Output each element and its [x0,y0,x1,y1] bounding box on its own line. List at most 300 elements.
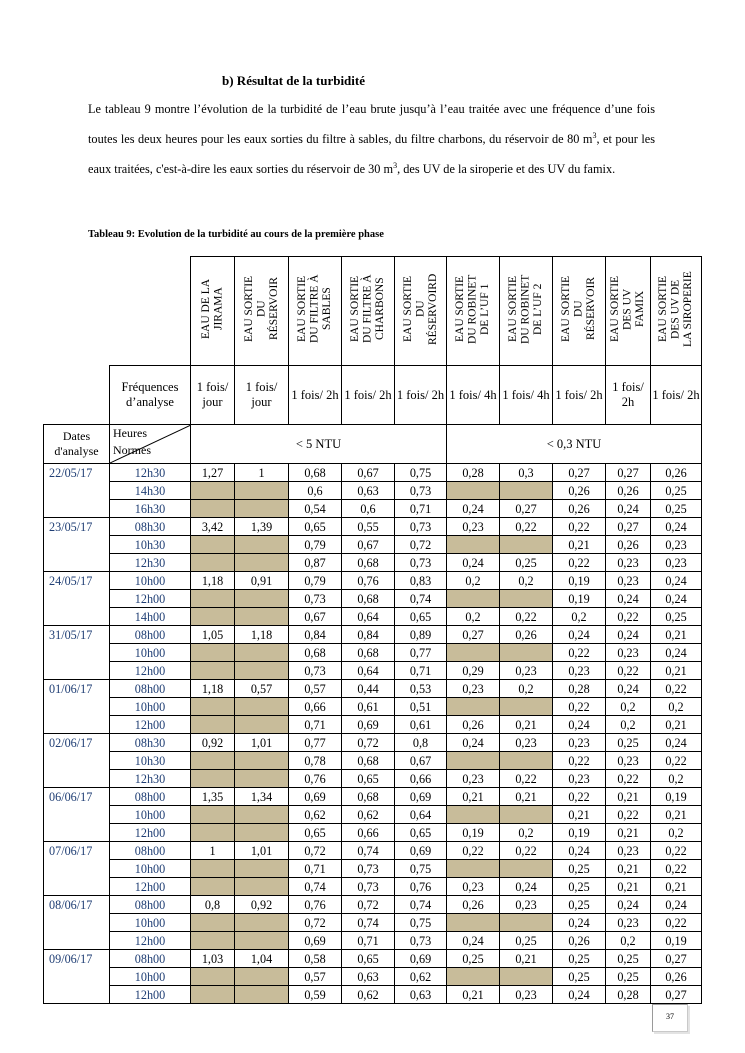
value-cell: 0,73 [289,590,342,608]
value-cell: 0,22 [606,608,651,626]
empty-shaded-cell [191,590,235,608]
value-cell: 0,73 [395,518,447,536]
value-cell: 0,23 [651,536,702,554]
empty-shaded-cell [191,698,235,716]
value-cell: 0,65 [289,518,342,536]
date-cell [44,482,110,500]
value-cell: 0,23 [447,878,500,896]
empty-shaded-cell [447,590,500,608]
value-cell: 0,21 [606,788,651,806]
time-cell: 12h00 [110,932,191,950]
date-cell [44,716,110,734]
value-cell: 0,62 [342,986,395,1004]
time-cell: 12h30 [110,554,191,572]
value-cell: 0,21 [606,860,651,878]
value-cell: 0,22 [553,518,606,536]
value-cell: 0,63 [395,986,447,1004]
date-cell: 24/05/17 [44,572,110,590]
value-cell: 0,67 [342,464,395,482]
value-cell: 0,57 [289,680,342,698]
time-cell: 14h30 [110,482,191,500]
value-cell: 0,24 [447,734,500,752]
value-cell: 0,2 [447,608,500,626]
empty-shaded-cell [447,536,500,554]
empty-shaded-cell [447,698,500,716]
empty-shaded-cell [447,860,500,878]
value-cell: 0,68 [342,590,395,608]
value-cell: 0,25 [553,860,606,878]
column-header [191,257,235,366]
value-cell: 0,25 [500,932,553,950]
value-cell: 0,72 [289,914,342,932]
time-cell: 10h30 [110,752,191,770]
column-header [395,257,447,366]
value-cell: 0,19 [651,788,702,806]
table-row [44,464,702,482]
empty-shaded-cell [500,644,553,662]
norms-label: Normes [113,443,151,457]
value-cell: 0,58 [289,950,342,968]
table-row [44,986,702,1004]
value-cell: 0,64 [342,662,395,680]
empty-shaded-cell [447,482,500,500]
value-cell: 0,22 [500,842,553,860]
empty-shaded-cell [500,752,553,770]
value-cell: 0,68 [289,644,342,662]
value-cell: 0,87 [289,554,342,572]
value-cell: 0,26 [651,464,702,482]
value-cell: 0,19 [553,824,606,842]
date-cell: 02/06/17 [44,734,110,752]
empty-shaded-cell [500,590,553,608]
value-cell: 0,24 [553,986,606,1004]
value-cell: 0,67 [289,608,342,626]
frequency-cell: 1 fois/ 4h [447,366,500,425]
empty-shaded-cell [235,500,289,518]
value-cell: 0,73 [289,662,342,680]
value-cell: 0,68 [342,788,395,806]
value-cell: 0,74 [289,878,342,896]
value-cell: 0,26 [447,716,500,734]
table-row [44,932,702,950]
empty-shaded-cell [235,914,289,932]
value-cell: 0,23 [500,986,553,1004]
value-cell: 0,69 [395,950,447,968]
value-cell: 0,22 [651,680,702,698]
value-cell: 0,77 [395,644,447,662]
value-cell: 0,22 [606,662,651,680]
column-header [342,257,395,366]
norm-under-03-ntu: < 0,3 NTU [447,425,702,464]
value-cell: 0,73 [342,878,395,896]
value-cell: 0,25 [447,950,500,968]
date-cell [44,986,110,1004]
value-cell: 0,24 [500,878,553,896]
value-cell: 0,23 [606,914,651,932]
value-cell: 0,23 [500,734,553,752]
date-cell [44,914,110,932]
value-cell: 0,25 [553,950,606,968]
value-cell: 0,23 [606,554,651,572]
value-cell: 1,27 [191,464,235,482]
column-header-label: EAU SORTIE DU ROBINET DE L’UF 2 [507,274,545,344]
value-cell: 0,62 [289,806,342,824]
empty-shaded-cell [191,860,235,878]
frequency-cell: 1 fois/ jour [191,366,235,425]
empty-shaded-cell [500,860,553,878]
value-cell: 0,24 [606,500,651,518]
empty-shaded-cell [235,968,289,986]
empty-shaded-cell [500,806,553,824]
value-cell: 1 [235,464,289,482]
value-cell: 0,21 [553,806,606,824]
value-cell: 0,29 [447,662,500,680]
value-cell: 0,73 [395,482,447,500]
date-cell [44,698,110,716]
time-cell: 12h30 [110,770,191,788]
table-row [44,806,702,824]
table-row [44,752,702,770]
empty-shaded-cell [235,698,289,716]
value-cell: 0,92 [235,896,289,914]
value-cell: 0,65 [395,824,447,842]
dates-label: Dates d'analyse [44,425,110,464]
value-cell: 0,2 [606,698,651,716]
value-cell: 0,2 [651,824,702,842]
empty-shaded-cell [235,932,289,950]
value-cell: 0,21 [500,788,553,806]
value-cell: 0,23 [606,572,651,590]
table-row [44,626,702,644]
value-cell: 0,25 [553,896,606,914]
norm-under-5-ntu: < 5 NTU [191,425,447,464]
value-cell: 0,21 [651,878,702,896]
value-cell: 0,27 [606,464,651,482]
value-cell: 0,62 [342,806,395,824]
value-cell: 0,26 [447,896,500,914]
value-cell: 0,64 [342,608,395,626]
column-header-row [44,257,702,366]
value-cell: 0,21 [500,716,553,734]
value-cell: 0,26 [500,626,553,644]
date-cell [44,752,110,770]
value-cell: 0,73 [395,554,447,572]
column-header [289,257,342,366]
value-cell: 0,23 [651,554,702,572]
value-cell: 1,04 [235,950,289,968]
value-cell: 0,68 [342,752,395,770]
time-cell: 12h00 [110,590,191,608]
empty-shaded-cell [235,536,289,554]
value-cell: 0,27 [553,464,606,482]
column-header [606,257,651,366]
value-cell: 0,24 [651,590,702,608]
value-cell: 0,75 [395,914,447,932]
value-cell: 0,72 [342,734,395,752]
empty-shaded-cell [191,536,235,554]
value-cell: 0,2 [447,572,500,590]
time-cell: 12h30 [110,464,191,482]
column-header [447,257,500,366]
value-cell: 0,75 [395,860,447,878]
frequency-cell: 1 fois/ 4h [500,366,553,425]
value-cell: 0,27 [651,986,702,1004]
date-cell [44,644,110,662]
value-cell: 0,23 [553,734,606,752]
value-cell: 0,2 [553,608,606,626]
value-cell: 0,24 [553,842,606,860]
value-cell: 0,2 [606,716,651,734]
date-cell [44,932,110,950]
column-header [553,257,606,366]
value-cell: 0,24 [606,680,651,698]
value-cell: 0,72 [395,536,447,554]
value-cell: 0,65 [395,608,447,626]
value-cell: 0,25 [606,968,651,986]
value-cell: 0,2 [500,680,553,698]
value-cell: 0,6 [289,482,342,500]
date-cell: 07/06/17 [44,842,110,860]
value-cell: 0,77 [289,734,342,752]
value-cell: 0,71 [289,716,342,734]
value-cell: 0,2 [500,572,553,590]
time-cell: 08h00 [110,896,191,914]
time-cell: 14h00 [110,608,191,626]
table-row [44,500,702,518]
value-cell: 0,54 [289,500,342,518]
table-row [44,716,702,734]
value-cell: 0,23 [500,662,553,680]
empty-shaded-cell [447,968,500,986]
date-cell [44,860,110,878]
value-cell: 0,79 [289,536,342,554]
value-cell: 0,22 [651,914,702,932]
time-cell: 16h30 [110,500,191,518]
column-header [235,257,289,366]
value-cell: 0,79 [289,572,342,590]
value-cell: 0,76 [289,770,342,788]
value-cell: 0,23 [500,896,553,914]
empty-shaded-cell [500,482,553,500]
value-cell: 0,55 [342,518,395,536]
date-cell: 31/05/17 [44,626,110,644]
value-cell: 1,39 [235,518,289,536]
value-cell: 0,76 [289,896,342,914]
value-cell: 0,21 [606,824,651,842]
empty-shaded-cell [191,770,235,788]
value-cell: 0,57 [289,968,342,986]
value-cell: 0,24 [447,500,500,518]
value-cell: 1,18 [191,680,235,698]
value-cell: 0,89 [395,626,447,644]
empty-shaded-cell [191,914,235,932]
hours-label: Heures [113,426,147,440]
value-cell: 0,71 [395,500,447,518]
turbidity-table [43,256,702,1004]
value-cell: 0,24 [553,914,606,932]
column-header-label: EAU SORTIE DU RÉSERVOIR [242,275,280,343]
value-cell: 0,22 [553,554,606,572]
empty-shaded-cell [500,536,553,554]
value-cell: 0,22 [553,788,606,806]
section-heading: b) Résultat de la turbidité [222,73,365,88]
value-cell: 0,69 [395,788,447,806]
value-cell: 0,57 [235,680,289,698]
value-cell: 0,22 [651,752,702,770]
time-cell: 08h30 [110,518,191,536]
value-cell: 0,21 [651,716,702,734]
time-cell: 12h00 [110,986,191,1004]
value-cell: 0,83 [395,572,447,590]
column-header-label: EAU SORTIE DU ROBINET DE L’UF 1 [454,274,492,344]
empty-shaded-cell [191,986,235,1004]
table-caption: Tableau 9: Evolution de la turbidité au cours de la première phase [88,229,384,240]
norms-row [44,425,702,464]
value-cell: 0,72 [342,896,395,914]
value-cell: 0,71 [342,932,395,950]
value-cell: 1 [191,842,235,860]
value-cell: 0,2 [651,770,702,788]
value-cell: 0,27 [500,500,553,518]
date-cell [44,878,110,896]
empty-shaded-cell [235,482,289,500]
empty-shaded-cell [191,500,235,518]
table-row [44,770,702,788]
time-cell: 08h00 [110,842,191,860]
frequency-cell: 1 fois/ 2h [395,366,447,425]
column-header-label: EAU SORTIE DU RÉSERVOIR [560,275,598,343]
time-cell: 10h00 [110,968,191,986]
date-cell [44,590,110,608]
empty-shaded-cell [235,716,289,734]
frequency-cell: 1 fois/ 2h [342,366,395,425]
value-cell: 0,51 [395,698,447,716]
date-cell: 06/06/17 [44,788,110,806]
value-cell: 0,3 [500,464,553,482]
empty-shaded-cell [500,968,553,986]
page-number: 37 [652,1004,688,1032]
value-cell: 0,23 [447,770,500,788]
empty-shaded-cell [191,554,235,572]
value-cell: 0,44 [342,680,395,698]
value-cell: 0,27 [447,626,500,644]
value-cell: 0,2 [500,824,553,842]
value-cell: 0,22 [651,842,702,860]
value-cell: 0,63 [342,482,395,500]
table-row [44,590,702,608]
frequency-cell: 1 fois/ 2h [651,366,702,425]
value-cell: 0,76 [395,878,447,896]
column-header-label: EAU SORTIE DU FILTRE À CHARBONS [349,274,387,344]
date-cell: 22/05/17 [44,464,110,482]
empty-shaded-cell [191,644,235,662]
value-cell: 0,22 [553,752,606,770]
table-row [44,608,702,626]
value-cell: 0,21 [606,878,651,896]
date-cell [44,824,110,842]
value-cell: 0,26 [553,932,606,950]
value-cell: 0,67 [342,536,395,554]
value-cell: 0,22 [553,644,606,662]
value-cell: 0,23 [606,644,651,662]
time-cell: 10h00 [110,860,191,878]
value-cell: 0,2 [651,698,702,716]
value-cell: 0,72 [289,842,342,860]
value-cell: 0,69 [395,842,447,860]
time-cell: 08h00 [110,788,191,806]
value-cell: 0,24 [606,626,651,644]
value-cell: 0,22 [606,770,651,788]
column-header-label: EAU SORTIE DU FILTRE À SABLES [296,274,334,344]
column-header [651,257,702,366]
date-cell: 01/06/17 [44,680,110,698]
table-row [44,518,702,536]
column-header-label: EAU SORTIE DU RÉSERVOIRD [401,273,439,345]
empty-shaded-cell [191,608,235,626]
table-row [44,554,702,572]
value-cell: 0,73 [342,860,395,878]
value-cell: 0,74 [395,590,447,608]
value-cell: 0,24 [651,734,702,752]
empty-shaded-cell [191,806,235,824]
column-header [500,257,553,366]
value-cell: 0,21 [500,950,553,968]
empty-shaded-cell [191,752,235,770]
value-cell: 0,25 [651,500,702,518]
value-cell: 0,22 [553,698,606,716]
table-row [44,950,702,968]
date-cell [44,608,110,626]
table-row [44,644,702,662]
column-header-label: EAU SORTIE DES UV FAMIX [609,275,647,343]
value-cell: 0,69 [289,932,342,950]
value-cell: 0,71 [395,662,447,680]
value-cell: 0,26 [553,500,606,518]
empty-shaded-cell [235,644,289,662]
value-cell: 0,23 [606,842,651,860]
value-cell: 0,22 [500,608,553,626]
value-cell: 0,84 [289,626,342,644]
table-row [44,788,702,806]
time-cell: 10h00 [110,644,191,662]
value-cell: 0,24 [606,896,651,914]
value-cell: 0,68 [342,554,395,572]
value-cell: 0,21 [553,536,606,554]
time-cell: 10h00 [110,572,191,590]
value-cell: 0,73 [395,932,447,950]
table-row [44,842,702,860]
time-cell: 08h00 [110,680,191,698]
value-cell: 0,27 [606,518,651,536]
value-cell: 0,62 [395,968,447,986]
value-cell: 1,34 [235,788,289,806]
value-cell: 0,74 [395,896,447,914]
frequency-cell: 1 fois/ 2h [606,366,651,425]
value-cell: 1,18 [235,626,289,644]
value-cell: 0,25 [651,608,702,626]
time-cell: 08h00 [110,950,191,968]
value-cell: 0,19 [651,932,702,950]
value-cell: 0,78 [289,752,342,770]
time-cell: 12h00 [110,716,191,734]
table-row [44,698,702,716]
empty-shaded-cell [235,554,289,572]
date-cell [44,536,110,554]
empty-shaded-cell [191,878,235,896]
value-cell: 0,19 [553,572,606,590]
value-cell: 0,21 [651,662,702,680]
value-cell: 0,69 [342,716,395,734]
